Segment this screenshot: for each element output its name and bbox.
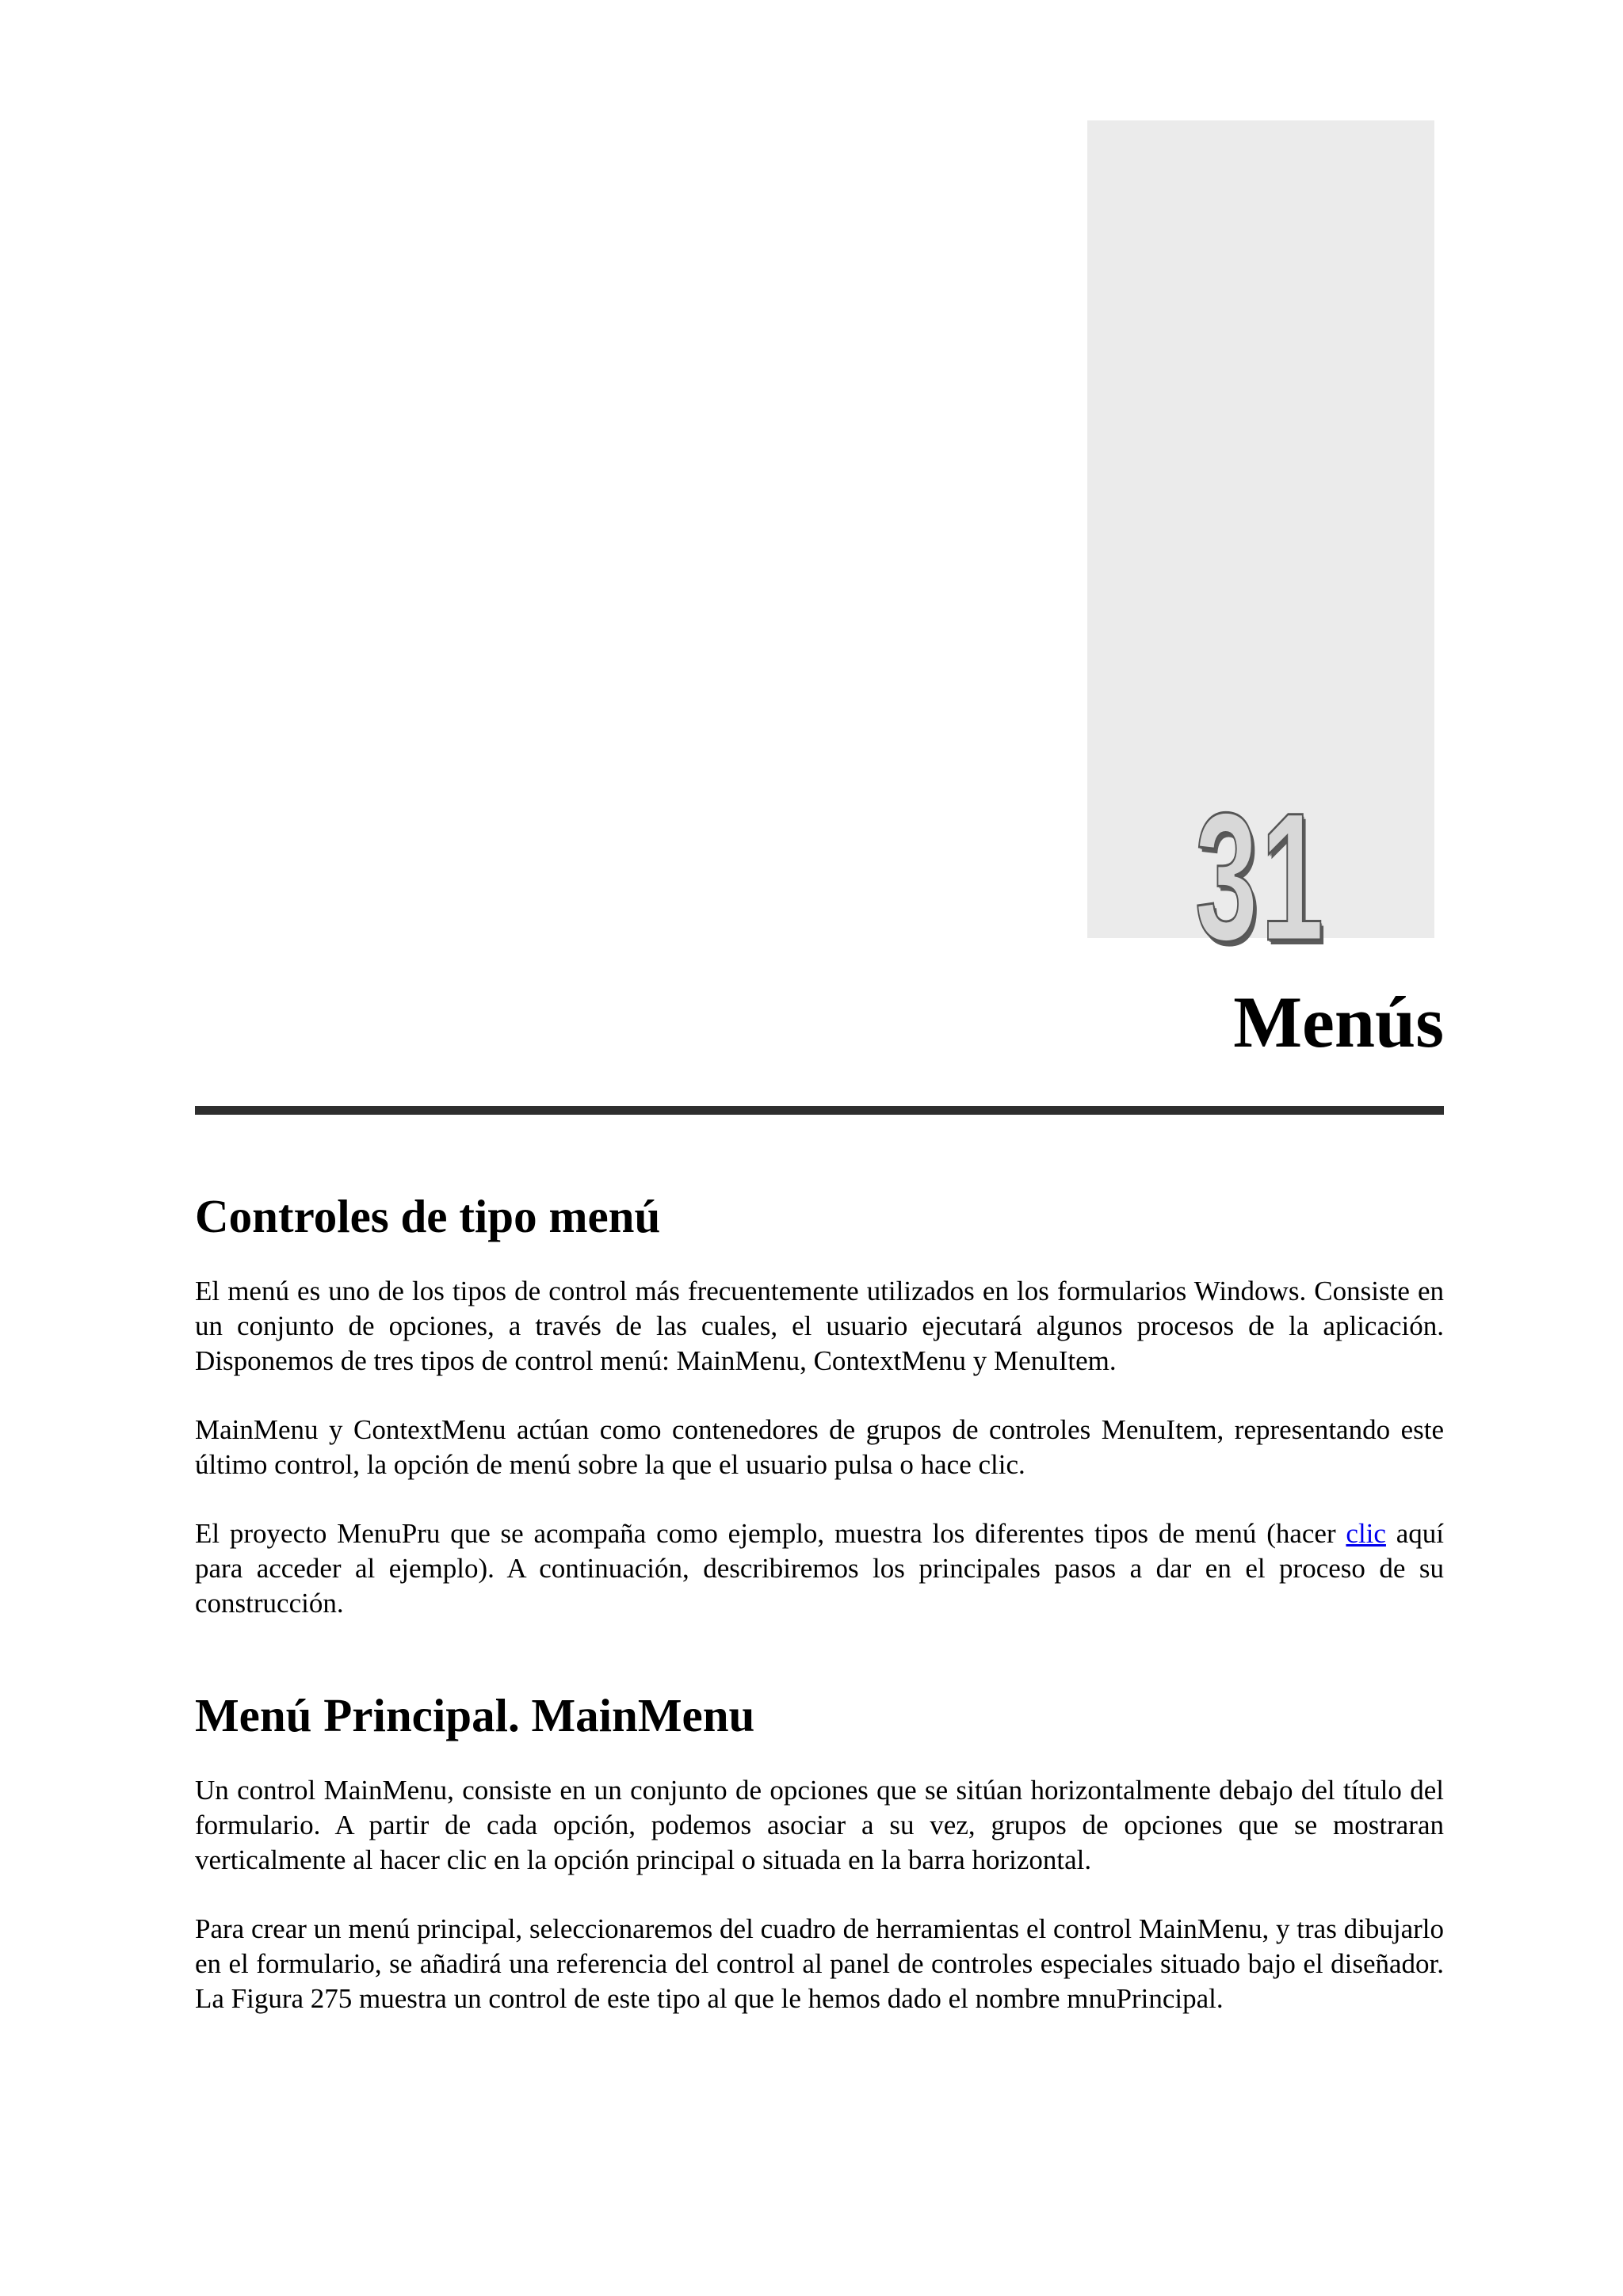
chapter-number-panel (1087, 120, 1434, 978)
title-divider (195, 1106, 1444, 1115)
page-body (195, 1190, 1444, 2050)
section-heading-main-menu: Menú Principal. MainMenu (195, 1688, 755, 1741)
example-link[interactable]: clic (1346, 1517, 1386, 1549)
paragraph-with-link (195, 1516, 1444, 1621)
section-heading-menu-controls: Controles de tipo menú (195, 1190, 661, 1242)
paragraph-text-before-link: El proyecto MenuPru que se acompaña como ejemplo, muestra los diferentes tipos de menú (hacer (195, 1517, 1346, 1549)
paragraph: El menú es uno de los tipos de control más frecuentemente utilizados en los formularios Windows. Consiste en un conjunto de opciones, a través de las cuales, el usuario ejecutará algunos procesos de la aplicación. Disponemos de tres tipos de control menú: MainMenu, ContextMenu y MenuItem. (195, 1275, 1444, 1376)
paragraph: Para crear un menú principal, seleccionaremos del cuadro de herramientas el control MainMenu, y tras dibujarlo en el formulario, se añadirá una referencia del control al panel de controles especiales situado bajo el diseñador. La Figura 275 muestra un control de este tipo al que le hemos dado el nombre mnuPrincipal. (195, 1913, 1444, 2014)
paragraph: Un control MainMenu, consiste en un conjunto de opciones que se sitúan horizontalmente debajo del título del formulario. A partir de cada opción, podemos asociar a su vez, grupos de opciones que se mostraran verticalmente al hacer clic en la opción principal o situada en la barra horizontal. (195, 1774, 1444, 1875)
chapter-number: 31 (1194, 775, 1327, 978)
paragraph: MainMenu y ContextMenu actúan como contenedores de grupos de controles MenuItem, representando este último control, la opción de menú sobre la que el usuario pulsa o hace clic. (195, 1413, 1444, 1480)
paragraph-text-after-link: aquí para acceder al ejemplo). A continuación, describiremos los principales pasos a dar en el proceso de su construcción. (195, 1517, 1445, 1619)
chapter-title: Menús (1233, 982, 1444, 1062)
